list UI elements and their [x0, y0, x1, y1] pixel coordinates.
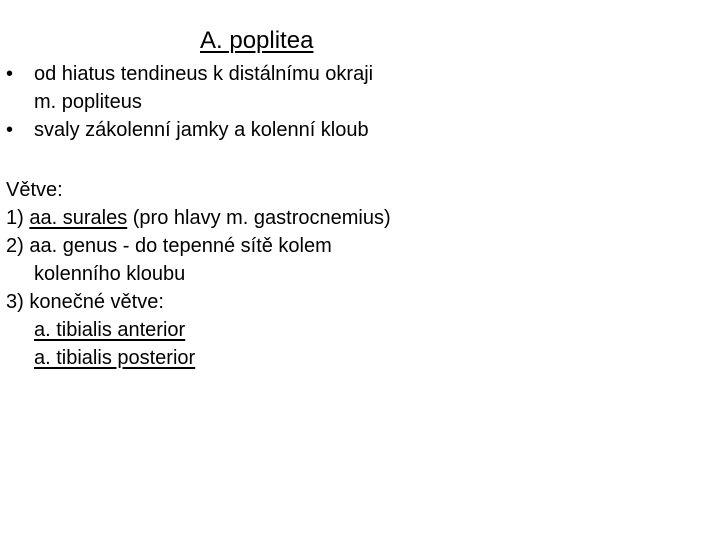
- terminal-branch-posterior: [6, 344, 706, 372]
- bullet-text-line: m. popliteus: [34, 91, 142, 113]
- slide-title: A. poplitea: [200, 27, 314, 54]
- branch-item-2: [6, 232, 706, 260]
- bullet-marker: •: [6, 63, 14, 85]
- branches-heading: Větve:: [6, 179, 63, 201]
- branch-item-3: [6, 288, 706, 316]
- bullet-list: [6, 60, 706, 144]
- terminal-branch-name: a. tibialis anterior: [34, 319, 186, 341]
- bullet-text-line: svaly zákolenní jamky a kolenní kloub: [34, 119, 369, 141]
- branches-section: [6, 176, 706, 372]
- bullet-marker: •: [6, 119, 14, 141]
- branch-number: 1): [6, 207, 24, 229]
- branch-number: 2): [6, 235, 24, 257]
- bullet-item: [6, 60, 706, 116]
- branch-description: konečné větve:: [29, 291, 164, 313]
- branch-description: aa. genus - do tepenné sítě kolem: [29, 235, 332, 257]
- branch-item-2-continuation: kolenního kloubu: [34, 263, 186, 285]
- branch-item-1: [6, 204, 706, 232]
- branch-description: (pro hlavy m. gastrocnemius): [132, 207, 391, 229]
- terminal-branch-anterior: [6, 316, 706, 344]
- branch-number: 3): [6, 291, 24, 313]
- bullet-item: [6, 116, 706, 144]
- terminal-branch-name: a. tibialis posterior: [34, 347, 196, 369]
- bullet-text-line: od hiatus tendineus k distálnímu okraji: [34, 63, 374, 85]
- branch-name-link: aa. surales: [29, 207, 128, 229]
